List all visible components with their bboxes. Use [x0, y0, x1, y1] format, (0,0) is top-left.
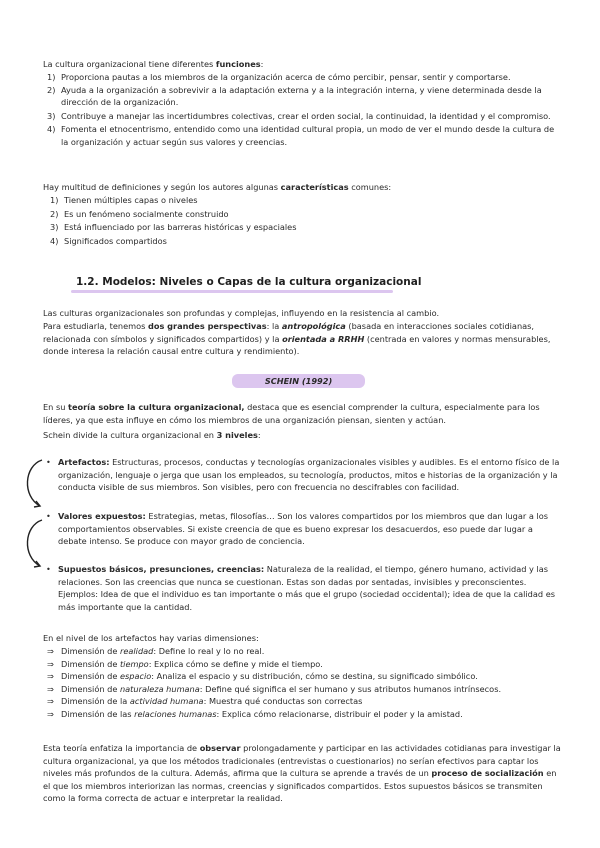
- flow-arrows: [16, 454, 50, 584]
- list-item: ⇒ Dimensión de realidad: Define lo real y lo no real.: [47, 645, 557, 658]
- schein-levels-intro: Schein divide la cultura organizacional en 3 niveles:: [43, 430, 261, 440]
- section-heading: [76, 275, 421, 289]
- functions-list: [47, 71, 555, 149]
- list-item: 3) Contribuye a manejar las incertidumbres colectivas, crear el orden social, la continuidad, la identidad y el compromiso.: [47, 110, 551, 121]
- list-item: ⇒ Dimensión de espacio: Analiza el espacio y su distribución, cómo se destina, su significado simbólico.: [47, 670, 557, 683]
- level-artefactos: • Artefactos: Estructuras, procesos, conductas y tecnologías organizacionales visibles y audibles. Es el entorno físico de la organización, lenguaje o jerga que usan los empleados, su tecnología, productos, mitos e historias de la organización y la conducta visible de sus miembros. Son visibles, pero con frecuencia no descifrables con facilidad.: [46, 457, 560, 493]
- list-item: ⇒ Dimensión de tiempo: Explica cómo se define y mide el tiempo.: [47, 658, 557, 671]
- functions-intro: La cultura organizacional tiene diferentes funciones:: [43, 59, 264, 69]
- list-item: 2) Es un fenómeno socialmente construido: [50, 208, 229, 219]
- list-item: 2) Ayuda a la organización a sobrevivir a la adaptación externa y a la integración interna, y viene determinada desde la dirección de la organización.: [47, 84, 542, 108]
- list-item: ⇒ Dimensión de naturaleza humana: Define qué significa el ser humano y sus atributos humanos intrínsecos.: [47, 683, 557, 696]
- bullet-icon: •: [46, 511, 51, 521]
- bullet-icon: •: [46, 457, 51, 467]
- section-number: 1.2.: [76, 276, 99, 288]
- dimensions-list: [47, 645, 557, 721]
- list-item: 3) Está influenciado por las barreras históricas y espaciales: [50, 222, 297, 233]
- list-item: 1) Proporciona pautas a los miembros de la organización acerca de cómo percibir, pensar, sentir y comportarse.: [47, 72, 511, 82]
- list-item: 4) Significados compartidos: [50, 235, 167, 246]
- heading-underline: [71, 290, 393, 293]
- characteristics-intro: Hay multitud de definiciones y según los autores algunas características comunes:: [43, 182, 392, 192]
- level-supuestos: • Supuestos básicos, presunciones, creencias: Naturaleza de la realidad, el tiempo, género humano, actividad y las relaciones. Son las creencias que nunca se cuestionan. Estas son dadas por sentadas, invisibles y preconscientes. Ejemplos: Idea de que el individuo es tan importante o más que el grupo (sociedad occidental); idea de que la calidad es más importante que la cantidad.: [46, 564, 555, 612]
- list-item: 4) Fomenta el etnocentrismo, entendido como una identidad cultural propia, un modo de ver el mundo desde la cultura de la organización y actuar según sus valores y creencias.: [47, 124, 555, 147]
- section-title: Modelos: Niveles o Capas de la cultura organizacional: [102, 276, 422, 288]
- list-item: ⇒ Dimensión de las relaciones humanas: Explica cómo relacionarse, distribuir el poder y la amistad.: [47, 708, 557, 721]
- characteristics-list: [50, 194, 450, 247]
- schein-paragraph: En su teoría sobre la cultura organizacional, destaca que es esencial comprender la cultura, especialmente para los líderes, ya que esta influye en cómo los miembros de una organización piensan, sienten y actúan.: [43, 402, 540, 425]
- list-item: 1) Tienen múltiples capas o niveles: [50, 195, 198, 205]
- level-valores: • Valores expuestos: Estrategias, metas, filosofías… Son los valores compartidos por los miembros que dan lugar a los comportamientos observables. Si existe creencia de que es bueno expresar los desacuerdos, eso puede dar lugar a debate intenso. Se produce con mayor grado de conciencia.: [46, 511, 549, 547]
- closing-paragraph: Esta teoría enfatiza la importancia de observar prolongadamente y participar en las actividades cotidianas para investigar la cultura organizacional, ya que los métodos tradicionales (entrevistas o cuestionarios) no serían efectivos para captar los niveles más profundos de la cultura. Además, afirma que la cultura se aprende a través de un proceso de socialización en el que los miembros interiorizan las normas, creencias y significados compartidos. Estos supuestos básicos se transmiten como la forma correcta de actuar e interpretar la realidad.: [43, 743, 561, 804]
- bullet-icon: •: [46, 564, 51, 574]
- schein-tag: SCHEIN (1992): [232, 374, 365, 388]
- list-item: ⇒ Dimensión de la actividad humana: Muestra qué conductas son correctas: [47, 695, 557, 708]
- dimensions-intro: En el nivel de los artefactos hay varias dimensiones:: [43, 633, 259, 643]
- models-paragraph: Para estudiarla, tenemos dos grandes perspectivas: la antropológica (basada en interacciones sociales cotidianas, relacionada con símbolos y significados compartidos) y la orientada a RRHH (centrada en valores y normas mensurables, donde interesa la relación causal entre cultura y rendimiento).: [43, 321, 551, 357]
- models-line1: Las culturas organizacionales son profundas y complejas, influyendo en la resistencia al cambio.: [43, 308, 440, 318]
